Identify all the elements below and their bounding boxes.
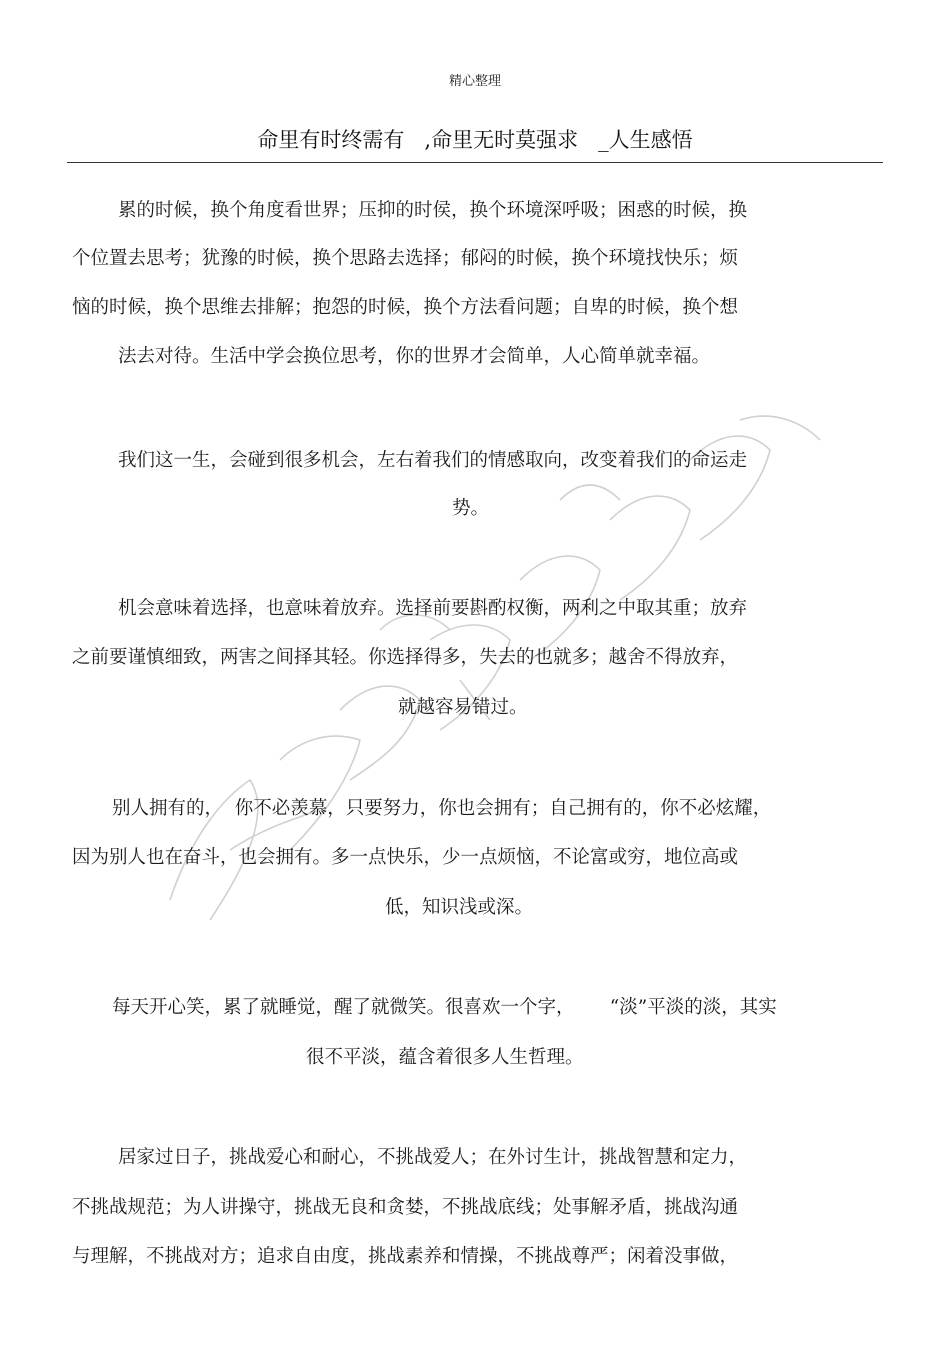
- body-line-8: 之前要谨慎细致，两害之间择其轻。你选择得多，失去的也就多；越舍不得放弃，: [72, 647, 739, 668]
- body-line-16: 不挑战规范；为人讲操守，挑战无良和贪婪，不挑战底线；处事解矛盾，挑战沟通: [72, 1197, 739, 1218]
- title-rule: [67, 162, 883, 163]
- body-line-1: 累的时候，换个角度看世界；压抑的时侯，换个环境深呼吸；困惑的时候，换: [118, 200, 748, 221]
- header-note: 精心整理: [448, 74, 501, 89]
- body-line-3: 恼的时候，换个思维去排解；抱怨的时候，换个方法看问题；自卑的时候，换个想: [72, 297, 739, 318]
- body-line-12: 低，知识浅或深。: [385, 897, 534, 918]
- body-line-2: 个位置去思考；犹豫的时候，换个思路去选择；郁闷的时候，换个环境找快乐；烦: [72, 248, 739, 269]
- body-line-4: 法去对待。生活中学会换位思考，你的世界才会简单，人心简单就幸福。: [118, 346, 711, 367]
- body-line-9: 就越容易错过。: [398, 697, 528, 718]
- body-line-7: 机会意味着选择，也意味着放弃。选择前要斟酌权衡，两利之中取其重；放弃: [118, 598, 748, 619]
- body-line-10: 别人拥有的， 你不必羡慕，只要努力，你也会拥有；自己拥有的，你不必炫耀，: [112, 798, 772, 819]
- body-line-14: 很不平淡，蕴含着很多人生哲理。: [306, 1047, 584, 1068]
- body-line-6: 势。: [452, 498, 490, 519]
- body-line-11: 因为别人也在奋斗，也会拥有。多一点快乐，少一点烦恼，不论富或穷，地位高或: [72, 847, 739, 868]
- body-line-15: 居家过日子，挑战爱心和耐心，不挑战爱人；在外讨生计，挑战智慧和定力，: [118, 1147, 748, 1168]
- page-title: 命里有时终需有 ,命里无时莫强求 _人生感悟: [257, 128, 693, 152]
- body-line-17: 与理解，不挑战对方；追求自由度，挑战素养和情操，不挑战尊严；闲着没事做，: [72, 1246, 739, 1267]
- body-line-13: 每天开心笑，累了就睡觉，醒了就微笑。很喜欢一个字， “淡”平淡的淡，其实: [112, 997, 777, 1018]
- body-line-5: 我们这一生，会碰到很多机会，左右着我们的情感取向，改变着我们的命运走: [118, 450, 748, 471]
